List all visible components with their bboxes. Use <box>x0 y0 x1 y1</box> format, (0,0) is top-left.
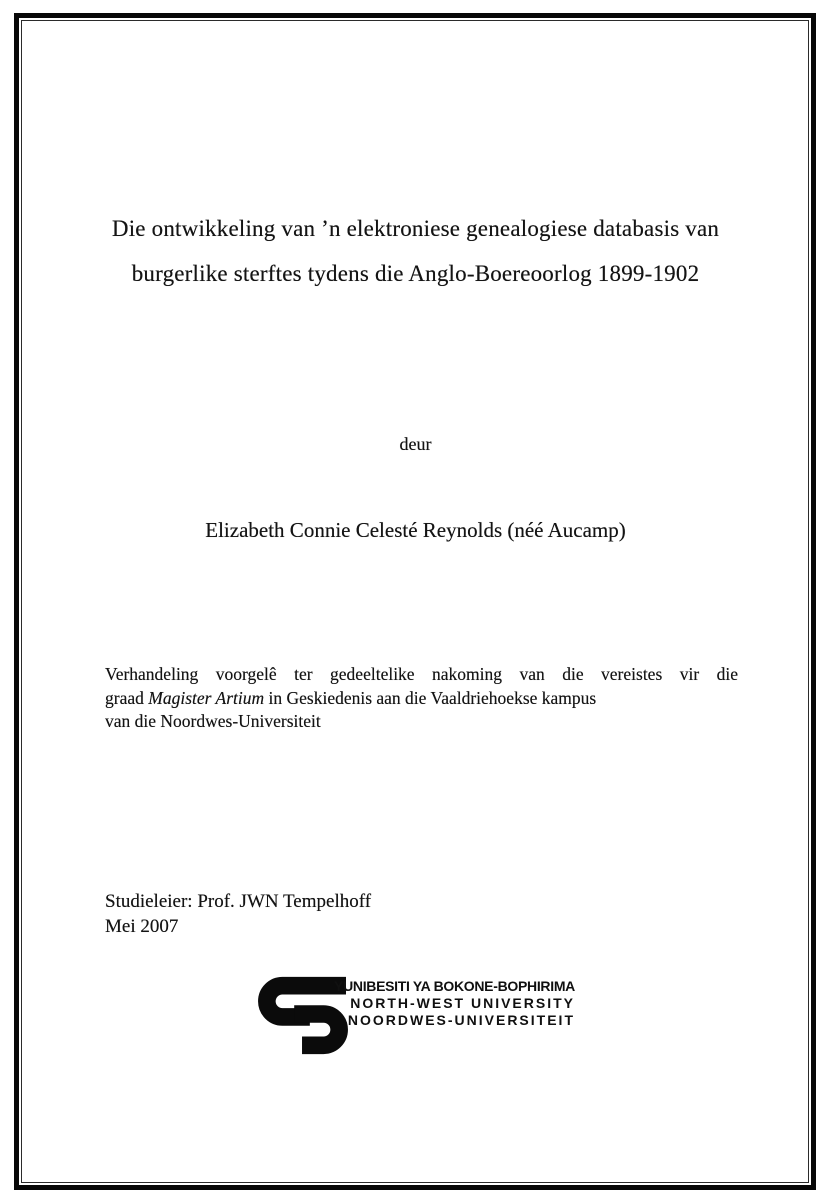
supervisor-block <box>105 889 371 939</box>
degree-statement-line-2-pre: graad <box>105 687 149 708</box>
degree-statement-line-3: van die Noordwes-Universiteit <box>105 711 321 731</box>
thesis-title-line-2: burgerlike sterftes tydens die Anglo-Boereoorlog 1899-1902 <box>131 261 700 286</box>
degree-statement-line-1: Verhandeling voorgelê ter gedeeltelike nakoming van die vereistes vir die <box>105 664 738 684</box>
byline-label: deur <box>399 434 432 454</box>
thesis-title-line-1: Die ontwikkeling van ’n elektroniese genealogiese databasis van <box>111 216 720 241</box>
degree-statement <box>105 663 738 734</box>
degree-statement-line-2 <box>105 687 738 711</box>
author-name: Elizabeth Connie Celesté Reynolds (néé Aucamp) <box>205 518 626 542</box>
logo-text-english: NORTH-WEST UNIVERSITY <box>350 995 575 1012</box>
supervisor-line: Studieleier: Prof. JWN Tempelhoff <box>105 891 372 912</box>
university-logo-text <box>330 978 575 1030</box>
logo-text-afrikaans: NOORDWES-UNIVERSITEIT <box>347 1012 575 1029</box>
degree-statement-line-2-post: in Geskiedenis aan die Vaaldriehoekse kampus <box>264 687 597 708</box>
degree-name-italic: Magister Artium <box>148 687 265 708</box>
logo-text-setswana: YUNIBESITI YA BOKONE-BOPHIRIMA <box>334 978 575 994</box>
date-line: Mei 2007 <box>105 916 179 937</box>
thesis-title <box>0 206 831 296</box>
